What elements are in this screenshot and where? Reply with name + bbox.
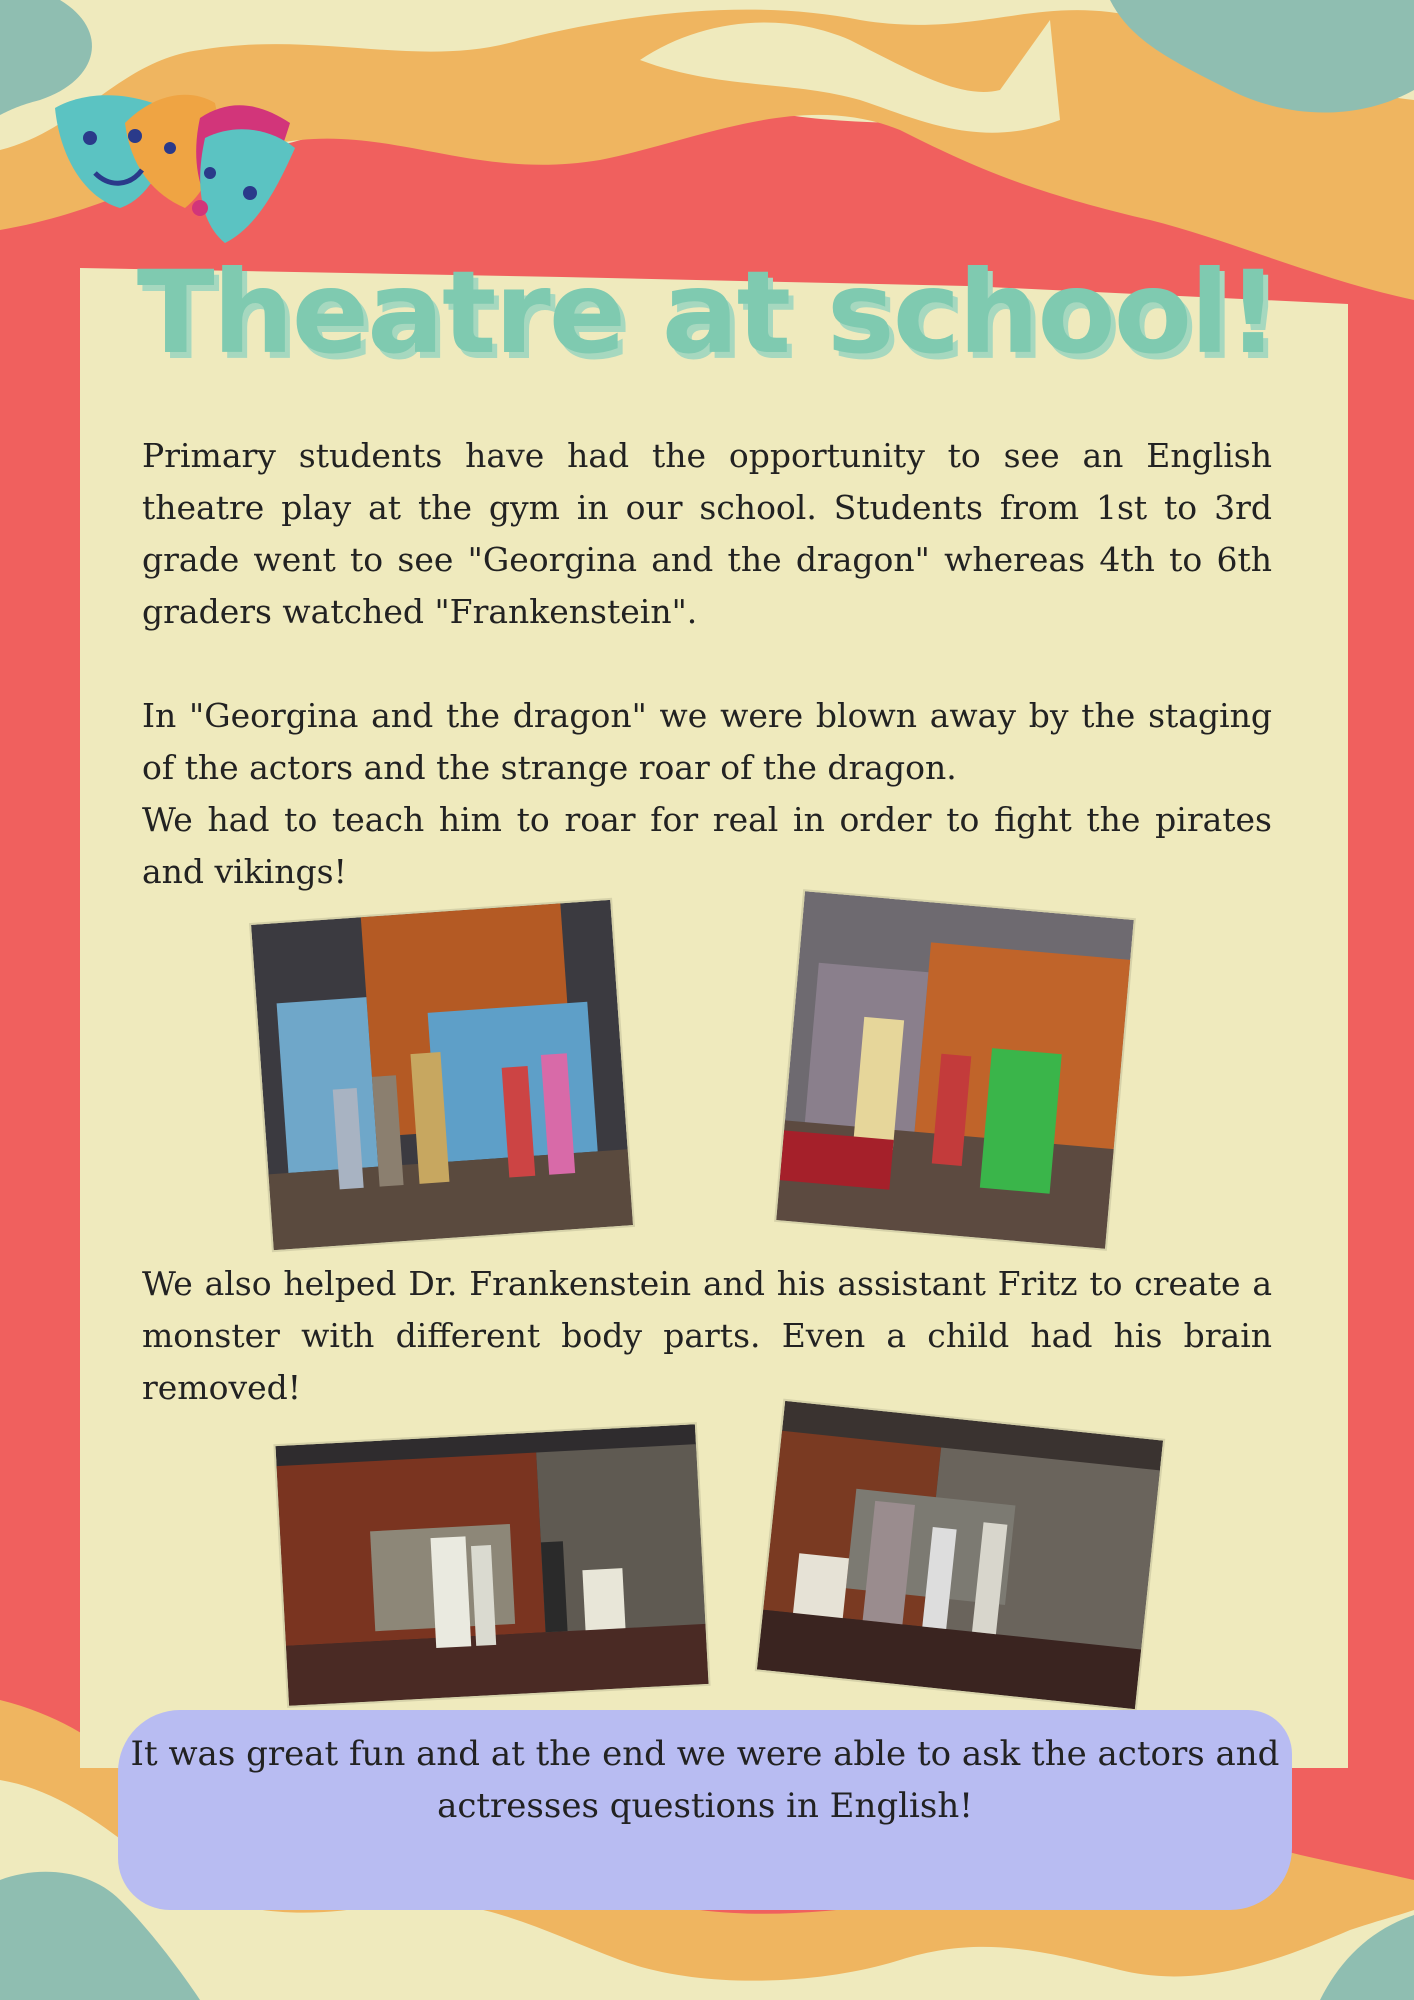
frankenstein-paragraph: We also helped Dr. Frankenstein and his assistant Fritz to create a monster with different body parts. Even a child had his brain removed! (142, 1264, 1272, 1407)
closing-text: It was great fun and at the end we were able to ask the actors and actresses questions in English! (130, 1734, 1280, 1826)
photo-georgina-pirates (251, 900, 633, 1250)
theatre-masks-icon (50, 78, 300, 248)
photo-georgina-dragon (776, 891, 1134, 1249)
photo-frankenstein-skeleton (275, 1424, 708, 1706)
georgina-text-1: In "Georgina and the dragon" we were blown away by the staging of the actors and the strange roar of the dragon. (142, 696, 1272, 787)
georgina-text-2: We had to teach him to roar for real in order to fight the pirates and vikings! (142, 800, 1272, 891)
georgina-paragraph (142, 690, 1272, 898)
photo-frankenstein-brain (757, 1401, 1163, 1709)
page-title: Theatre at school! (136, 246, 1278, 379)
intro-paragraph: Primary students have had the opportunity to see an English theatre play at the gym in our school. Students from 1st to 3rd grade went to see "Georgina and the dragon" whereas 4th to 6th graders watched "Frankenstein". (142, 436, 1272, 631)
closing-box (118, 1710, 1292, 1910)
